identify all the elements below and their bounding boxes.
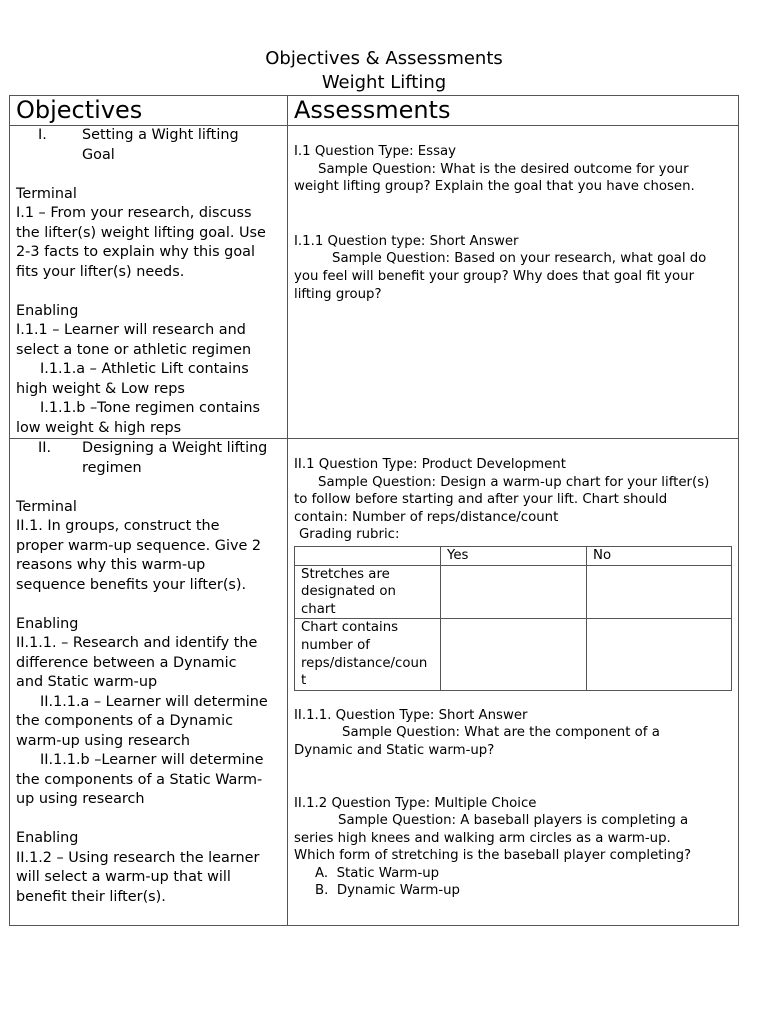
page-subtitle: Weight Lifting xyxy=(321,72,447,93)
sub-objective-b: II.1.1.b –Learner will determine xyxy=(40,752,264,768)
sub-objective-a: I.1.1.a – Athletic Lift contains xyxy=(40,361,249,377)
sub-objective-a-cont: the components of a Dynamic xyxy=(16,713,233,729)
sample-question-cont: series high knees and walking arm circles as a warm-up. xyxy=(294,830,671,846)
rubric-yes-cell xyxy=(441,619,587,690)
rubric-criterion-line: reps/distance/coun xyxy=(301,655,428,671)
rubric-header-cell xyxy=(295,546,441,565)
question-type: I.1.1 Question type: Short Answer xyxy=(294,233,519,249)
sub-objective-b: I.1.1.b –Tone regimen contains xyxy=(40,400,260,416)
rubric-criterion-line: chart xyxy=(301,601,336,617)
enabling-text: benefit their lifter(s). xyxy=(16,888,166,905)
sample-question: Sample Question: What are the component of a xyxy=(342,725,660,741)
question-type: II.1.2 Question Type: Multiple Choice xyxy=(294,795,537,811)
rubric-criterion-line: designated on xyxy=(301,584,396,600)
rubric-no-cell xyxy=(587,619,732,690)
enabling-label: Enabling xyxy=(16,830,79,846)
rubric-header-yes: Yes xyxy=(441,546,587,565)
enabling-text: will select a warm-up that will xyxy=(16,869,231,885)
option-text: Static Warm-up xyxy=(336,865,440,881)
sample-question: Sample Question: Design a warm-up chart for your lifter(s) xyxy=(318,474,710,490)
terminal-label: Terminal xyxy=(16,185,77,202)
sub-objective-a-cont: warm-up using research xyxy=(16,732,190,749)
section-1-assessments xyxy=(288,126,739,439)
question-type: II.1.1. Question Type: Short Answer xyxy=(294,707,528,723)
terminal-text: fits your lifter(s) needs. xyxy=(16,263,185,280)
terminal-text: II.1. In groups, construct the xyxy=(16,518,220,534)
option-letter: B. xyxy=(315,883,329,899)
terminal-text: sequence benefits your lifter(s). xyxy=(16,576,247,593)
sub-objective-a-cont: high weight & Low reps xyxy=(16,380,185,397)
sample-question-cont: weight lifting group? Explain the goal that you have chosen. xyxy=(294,179,695,195)
sample-question-cont: you feel will benefit your group? Why does that goal fit your xyxy=(294,268,695,284)
rubric-header-row xyxy=(295,546,732,565)
objectives-header: Objectives xyxy=(10,96,288,126)
terminal-text: reasons why this warm-up xyxy=(16,557,206,573)
rubric-criterion-line: t xyxy=(301,673,307,689)
sample-question-cont: lifting group? xyxy=(294,286,382,302)
objectives-assessments-table xyxy=(9,95,739,926)
terminal-label: Terminal xyxy=(16,498,77,515)
rubric-criterion xyxy=(295,619,441,690)
enabling-text: and Static warm-up xyxy=(16,674,158,690)
terminal-text: proper warm-up sequence. Give 2 xyxy=(16,537,262,554)
enabling-text: difference between a Dynamic xyxy=(16,654,237,671)
section-1-heading-line: Setting a Wight lifting xyxy=(82,127,239,143)
section-1-heading xyxy=(16,126,281,165)
sample-question: Sample Question: Based on your research, what goal do xyxy=(332,251,707,267)
enabling-text: II.1.1. – Research and identify the xyxy=(16,635,258,651)
sub-objective-a: II.1.1.a – Learner will determine xyxy=(40,693,268,710)
option-letter: A. xyxy=(315,865,329,881)
enabling-label: Enabling xyxy=(16,615,79,632)
section-2-numeral: II. xyxy=(38,440,52,456)
title-block xyxy=(0,47,768,95)
terminal-text: the lifter(s) weight lifting goal. Use xyxy=(16,224,266,241)
sample-question-cont: to follow before starting and after your lift. Chart should xyxy=(294,492,668,508)
terminal-text: I.1 – From your research, discuss xyxy=(16,205,252,221)
rubric-label: Grading rubric: xyxy=(299,527,400,543)
section-2-heading xyxy=(16,439,281,478)
rubric-no-cell xyxy=(587,565,732,619)
section-2-assessments xyxy=(288,439,739,926)
rubric-header-no: No xyxy=(587,546,732,565)
sample-question-cont: contain: Number of reps/distance/count xyxy=(294,509,559,525)
answer-option-b xyxy=(294,882,732,900)
assessments-header: Assessments xyxy=(288,96,739,126)
question-type: I.1 Question Type: Essay xyxy=(294,144,457,159)
grading-rubric-table xyxy=(294,546,732,691)
page-title: Objectives & Assessments xyxy=(265,48,503,69)
section-2-heading-line: Designing a Weight lifting xyxy=(82,440,268,456)
option-text: Dynamic Warm-up xyxy=(336,883,460,899)
question-type: II.1 Question Type: Product Development xyxy=(294,457,566,472)
rubric-criterion xyxy=(295,565,441,619)
rubric-criterion-line: number of xyxy=(301,637,370,653)
section-2-row xyxy=(10,439,739,926)
rubric-criterion-line: Stretches are xyxy=(301,566,390,582)
sample-question: Sample Question: A baseball players is completing a xyxy=(338,813,689,829)
sub-objective-b-cont: the components of a Static Warm- xyxy=(16,771,263,788)
section-2-heading-line: regimen xyxy=(82,459,142,476)
section-1-row xyxy=(10,126,739,439)
enabling-text: I.1.1 – Learner will research and xyxy=(16,322,246,338)
sub-objective-b-cont: low weight & high reps xyxy=(16,419,182,436)
section-1-heading-line: Goal xyxy=(82,146,115,163)
sample-question: Sample Question: What is the desired outcome for your xyxy=(318,161,689,177)
terminal-text: 2-3 facts to explain why this goal xyxy=(16,244,255,260)
section-2-objectives xyxy=(10,439,288,926)
section-1-objectives xyxy=(10,126,288,439)
sample-question-cont: Dynamic and Static warm-up? xyxy=(294,742,495,758)
header-row xyxy=(10,96,739,126)
rubric-criterion-line: Chart contains xyxy=(301,620,399,636)
sub-objective-b-cont: up using research xyxy=(16,791,145,807)
enabling-label: Enabling xyxy=(16,302,79,319)
rubric-yes-cell xyxy=(441,565,587,619)
rubric-row xyxy=(295,565,732,619)
enabling-text: II.1.2 – Using research the learner xyxy=(16,849,260,866)
answer-option-a xyxy=(294,865,732,883)
sample-question-cont: Which form of stretching is the baseball player completing? xyxy=(294,848,692,864)
rubric-row xyxy=(295,619,732,690)
section-1-numeral: I. xyxy=(38,127,47,143)
enabling-text: select a tone or athletic regimen xyxy=(16,341,252,358)
